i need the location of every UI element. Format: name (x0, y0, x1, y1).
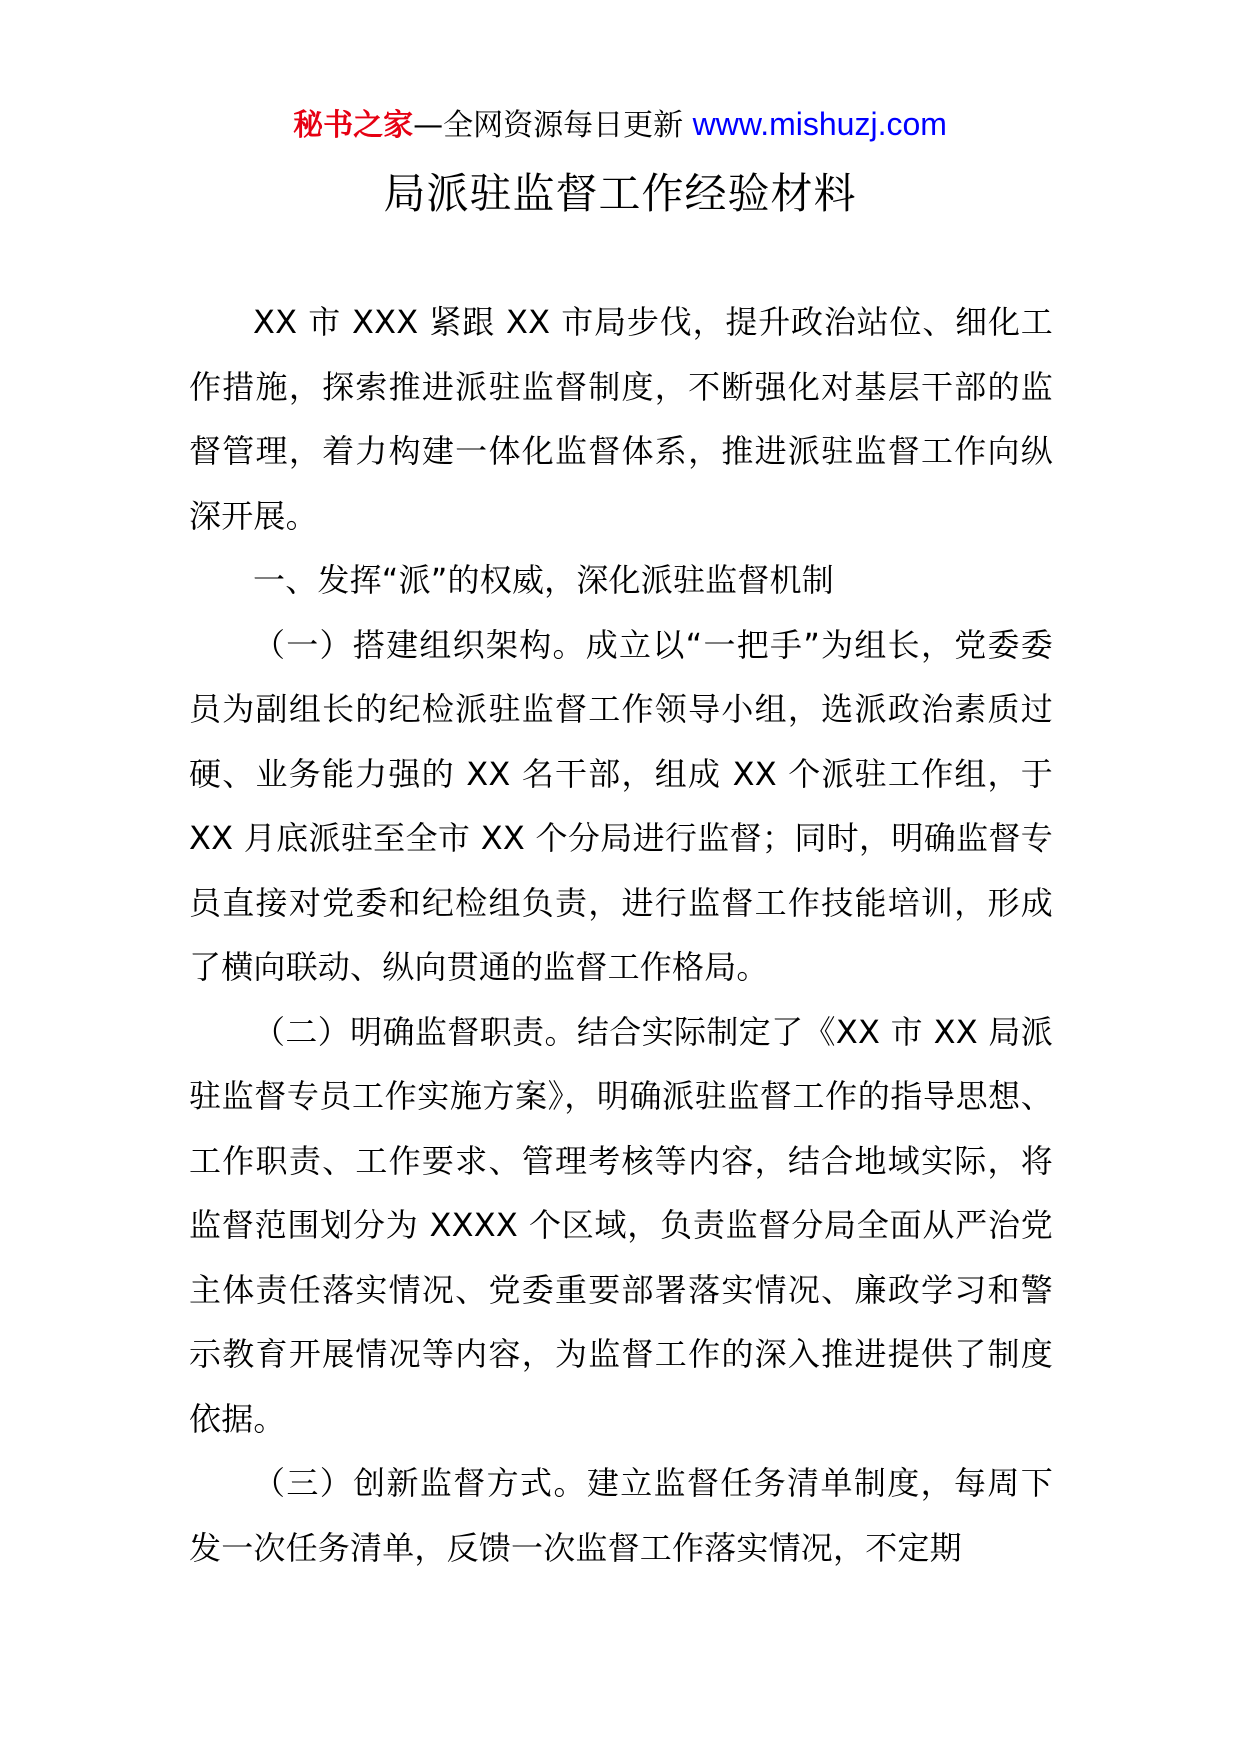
site-tagline: —全网资源每日更新 (413, 108, 693, 143)
site-header (0, 104, 1240, 146)
document-body (189, 290, 1053, 1580)
section-heading-1: 一、发挥“派”的权威，深化派驻监督机制 (253, 561, 834, 599)
paragraph-responsibilities: （二）明确监督职责。结合实际制定了《XX 市 XX 局派驻监督专员工作实施方案》，明确派驻监督工作的指导思想、工作职责、工作要求、管理考核等内容，结合地域实际，将监督范围划分为 XXXX 个区域，负责监督分局全面从严治党主体责任落实情况、党委重要部署落实情况、廉政学习和警示教育开展情况等内容，为监督工作的深入推进提供了制度依据。 (189, 1012, 1053, 1438)
paragraph-organization: （一）搭建组织架构。成立以“一把手”为组长，党委委员为副组长的纪检派驻监督工作领导小组，选派政治素质过硬、业务能力强的 XX 名干部，组成 XX 个派驻工作组，于 XX 月底派驻至全市 XX 个分局进行监督；同时，明确监督专员直接对党委和纪检组负责，进行监督工作技能培训，形成了横向联动、纵向贯通的监督工作格局。 (189, 625, 1053, 986)
paragraph-methods: （三）创新监督方式。建立监督任务清单制度，每周下发一次任务清单，反馈一次监督工作落实情况，不定期 (189, 1464, 1053, 1567)
document-title: 局派驻监督工作经验材料 (383, 169, 857, 218)
site-url-link[interactable]: www.mishuzj.com (692, 106, 947, 142)
site-brand: 秘书之家 (293, 108, 414, 143)
intro-paragraph: XX 市 XXX 紧跟 XX 市局步伐，提升政治站位、细化工作措施，探索推进派驻监督制度，不断强化对基层干部的监督管理，着力构建一体化监督体系，推进派驻监督工作向纵深开展。 (189, 303, 1053, 535)
